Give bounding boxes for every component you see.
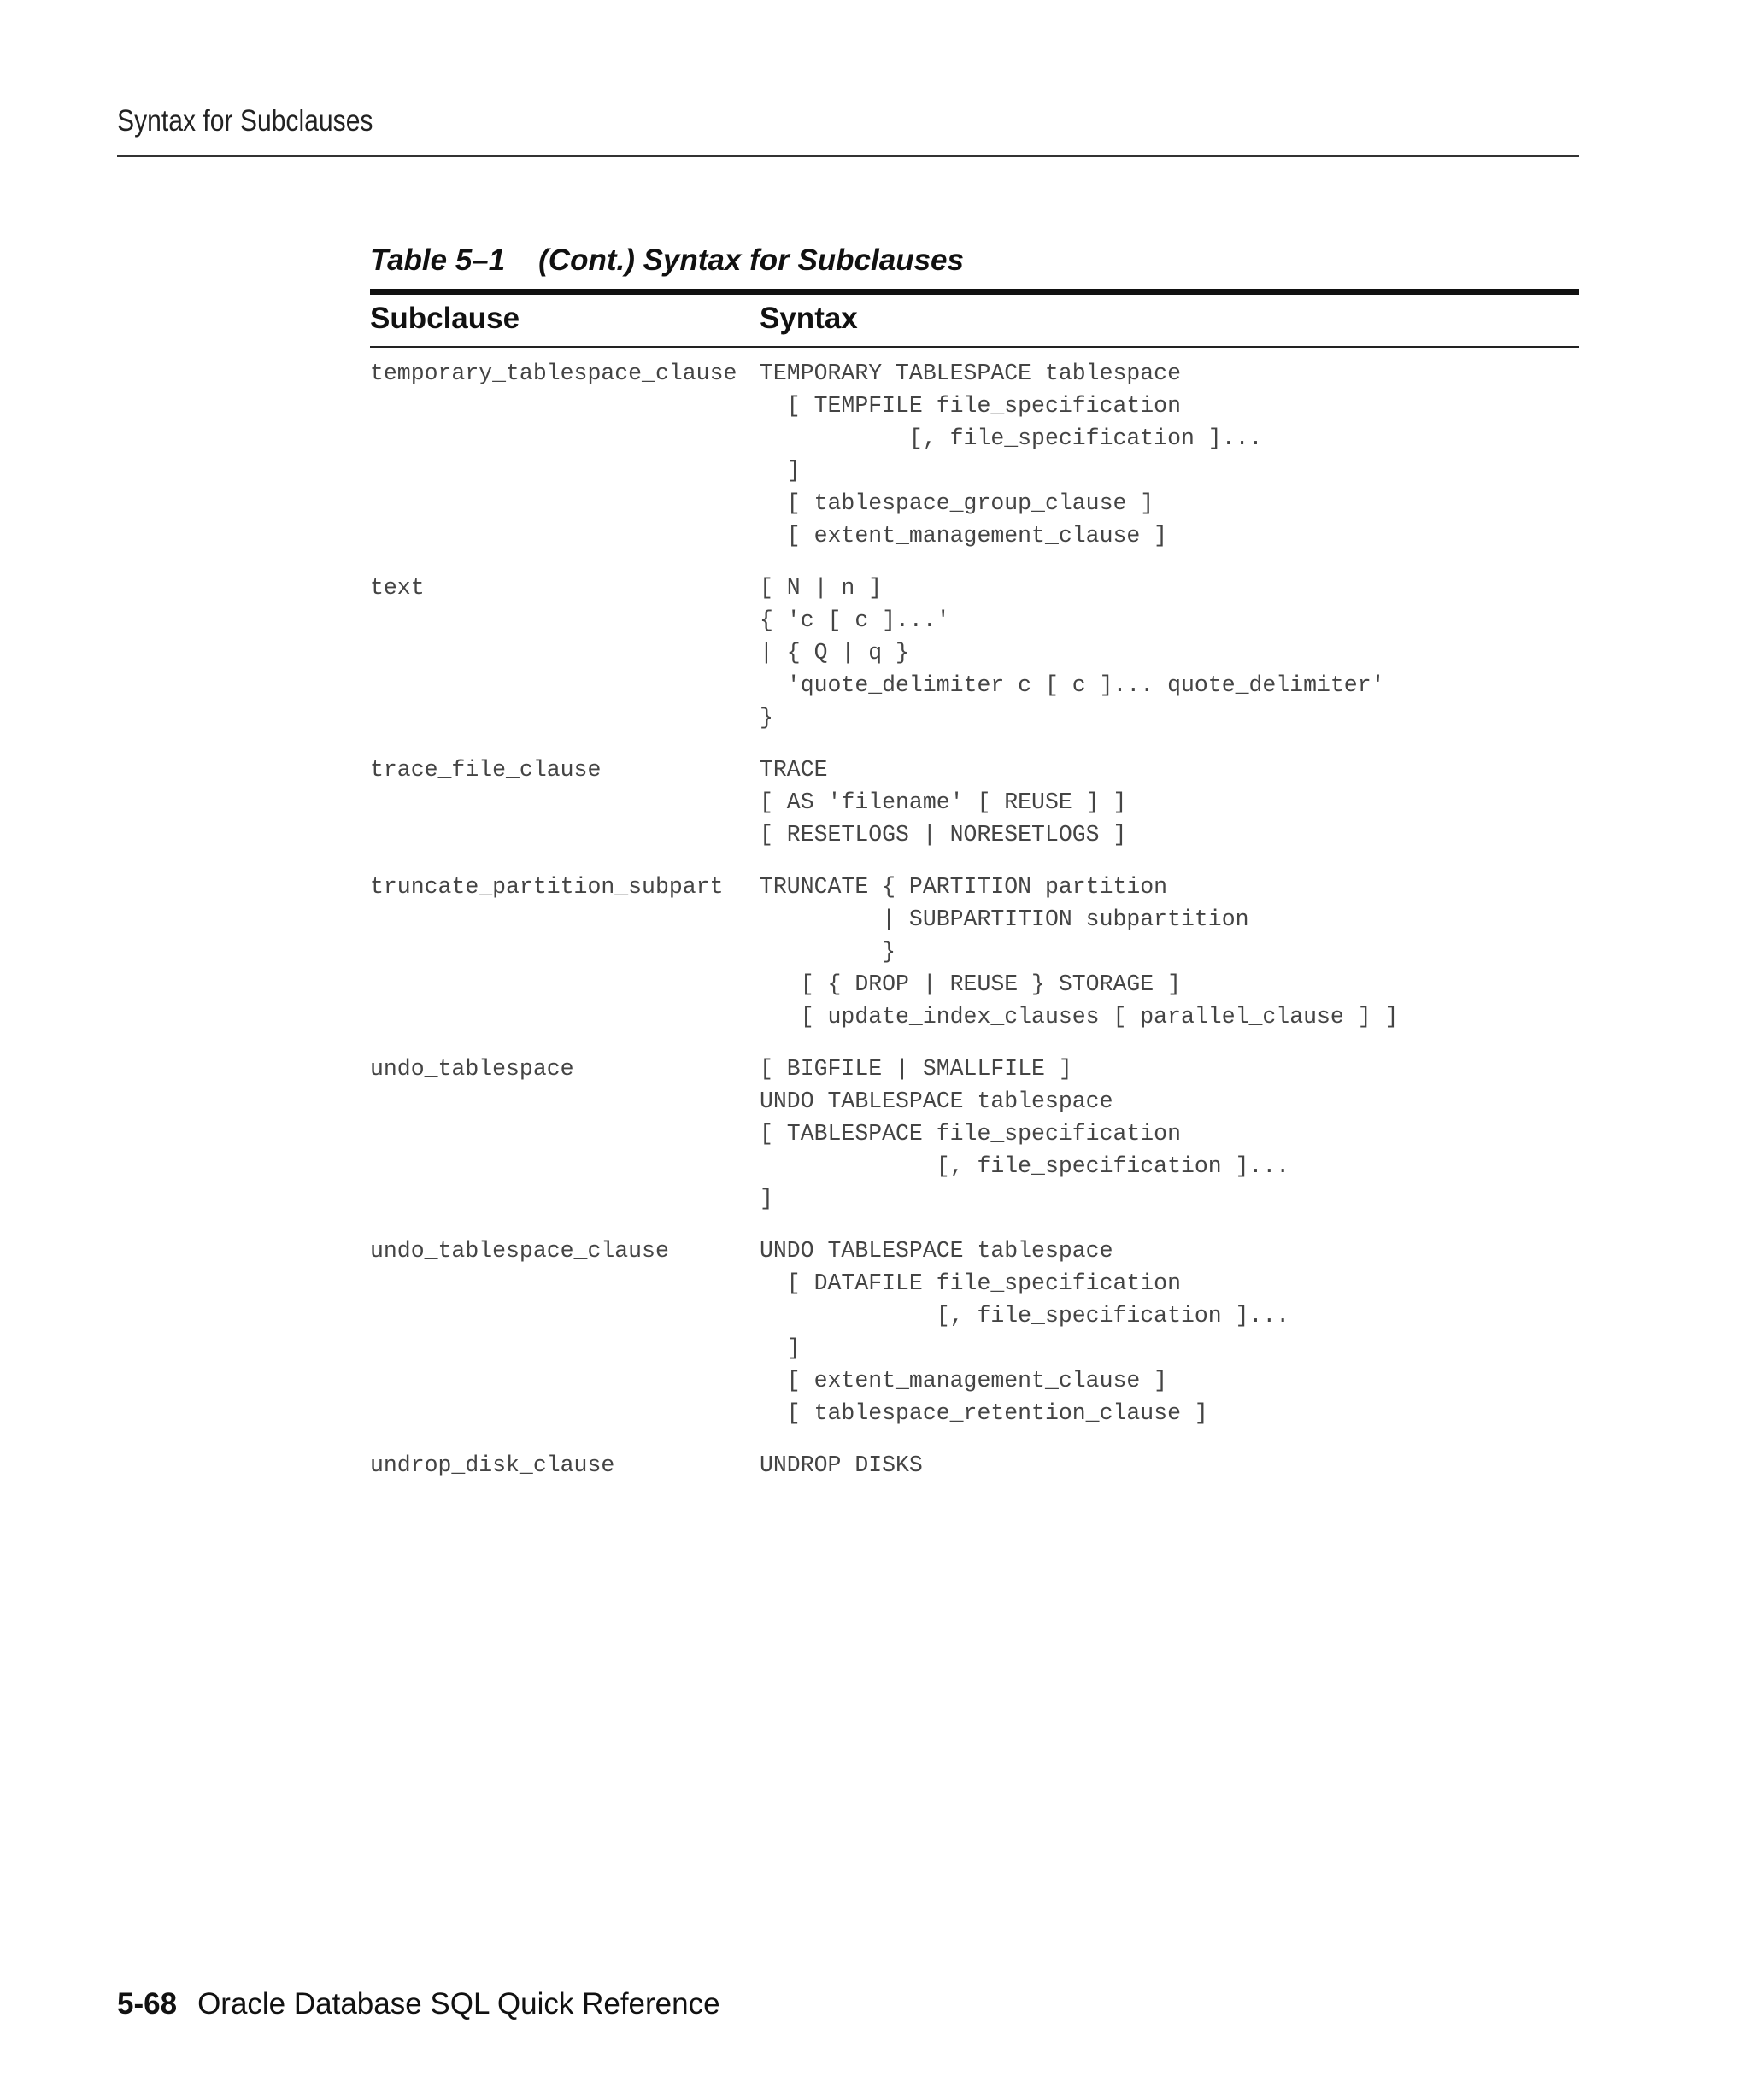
table-row <box>370 1449 1579 1481</box>
table-row <box>370 357 1579 552</box>
table-row <box>370 1053 1579 1215</box>
subclause-name: undrop_disk_clause <box>370 1452 615 1478</box>
subclause-name: temporary_tablespace_clause <box>370 361 737 386</box>
subclause-syntax: TRUNCATE { PARTITION partition | SUBPARTITION subpartition } [ { DROP | REUSE } STORAGE ] [ update_index_clauses [ parallel_clause ] ] <box>760 874 1399 1029</box>
table-row <box>370 572 1579 734</box>
table-header-rule <box>370 346 1579 348</box>
table-top-rule <box>370 289 1579 295</box>
syntax-table-body <box>370 357 1579 1501</box>
header-divider <box>117 155 1579 157</box>
subclause-syntax: [ BIGFILE | SMALLFILE ] UNDO TABLESPACE tablespace [ TABLESPACE file_specification [, file_specification ]... ] <box>760 1056 1290 1211</box>
subclause-syntax: UNDO TABLESPACE tablespace [ DATAFILE file_specification [, file_specification ]... ] [ extent_management_clause ] [ tablespace_retention_clause ] <box>760 1238 1290 1426</box>
subclause-syntax: [ N | n ] { 'c [ c ]...' | { Q | q } 'quote_delimiter c [ c ]... quote_delimiter' } <box>760 575 1385 730</box>
subclause-name: undo_tablespace <box>370 1056 574 1082</box>
subclause-syntax: TEMPORARY TABLESPACE tablespace [ TEMPFILE file_specification [, file_specification ]... ] [ tablespace_group_clause ] [ extent_management_clause ] <box>760 361 1263 548</box>
table-row <box>370 754 1579 851</box>
running-head-title: Syntax for Subclauses <box>117 104 373 138</box>
table-row <box>370 1235 1579 1429</box>
book-title: Oracle Database SQL Quick Reference <box>197 1987 720 2021</box>
page-number: 5-68 <box>117 1987 178 2021</box>
subclause-syntax: UNDROP DISKS <box>760 1452 923 1478</box>
table-caption: Table 5–1 (Cont.) Syntax for Subclauses <box>370 243 964 277</box>
column-header-syntax: Syntax <box>760 302 858 335</box>
subclause-name: text <box>370 575 425 601</box>
page-footer <box>117 1987 720 2021</box>
table-row <box>370 871 1579 1033</box>
subclause-name: undo_tablespace_clause <box>370 1238 669 1264</box>
subclause-name: truncate_partition_subpart <box>370 874 724 900</box>
column-header-subclause: Subclause <box>370 302 520 335</box>
subclause-syntax: TRACE [ AS 'filename' [ REUSE ] ] [ RESETLOGS | NORESETLOGS ] <box>760 757 1127 848</box>
subclause-name: trace_file_clause <box>370 757 602 783</box>
